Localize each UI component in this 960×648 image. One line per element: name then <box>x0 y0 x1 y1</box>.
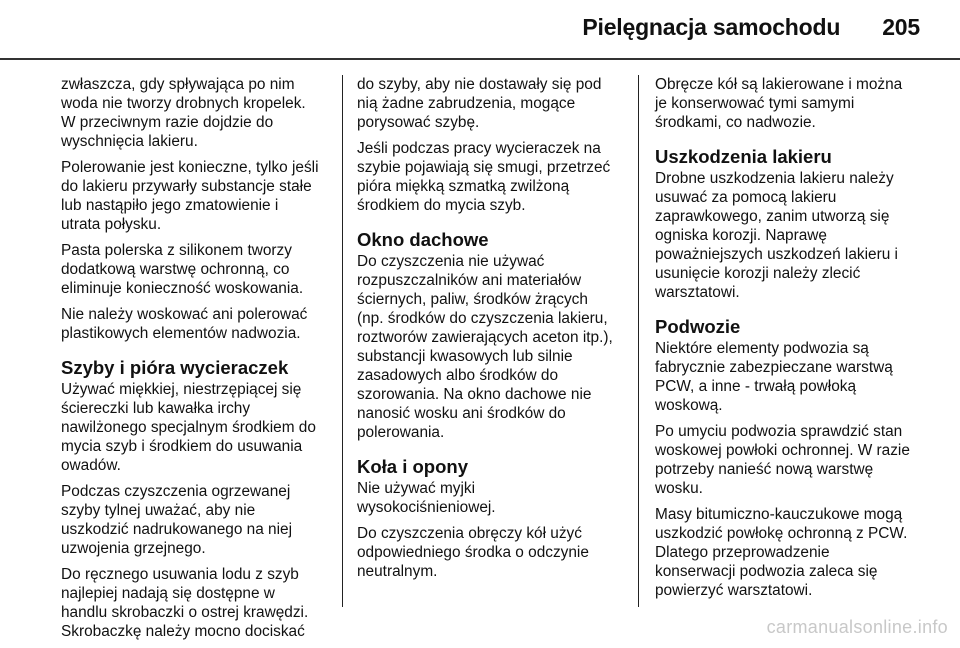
paragraph: Po umyciu podwozia sprawdzić stan woskowej powłoki ochronnej. W razie potrzeby nanieść nową warstwę wosku. <box>655 423 910 497</box>
paragraph: Masy bitumiczno-kauczukowe mogą uszkodzić powłokę ochronną z PCW. Dlatego przeprowadzenie konserwacji podwozia zaleca się powierzyć warsztatowi. <box>655 506 908 599</box>
header-divider <box>0 58 960 60</box>
paragraph: Do czyszczenia nie używać rozpuszczalników ani materiałów ściernych, paliw, środków żrących (np. środków do czyszczenia lakieru, roztworów zawierających aceton itp.), substancji kwasowych lub silnie zasadowych albo środków do szorowania. Na okno dachowe nie nanosić wosku ani środków do polerowania. <box>357 253 613 441</box>
section-heading-underbody: Podwozie <box>655 316 741 337</box>
column-divider-1 <box>342 75 343 607</box>
paragraph: Do ręcznego usuwania lodu z szyb najlepiej nadają się dostępne w handlu skrobaczki o ostrej krawędzi. Skrobaczkę należy mocno dociskać <box>61 566 309 640</box>
paragraph: Pasta polerska z silikonem tworzy dodatkową warstwę ochronną, co eliminuje konieczność woskowania. <box>61 242 304 297</box>
paragraph: Polerowanie jest konieczne, tylko jeśli do lakieru przywarły substancje stałe lub nastąpiło jego zmatowienie i utrata połysku. <box>61 159 319 233</box>
section-heading-windows-wipers: Szyby i pióra wycieraczek <box>61 357 289 378</box>
paragraph: Jeśli podczas pracy wycieraczek na szybie pojawiają się smugi, przetrzeć pióra miękką szmatką zwilżoną środkiem do mycia szyb. <box>357 140 611 214</box>
text-column-1 <box>61 75 339 648</box>
paragraph: Nie należy woskować ani polerować plastikowych elementów nadwozia. <box>61 306 308 342</box>
section-heading-paint-damage: Uszkodzenia lakieru <box>655 146 832 167</box>
page-number: 205 <box>882 14 920 40</box>
paragraph: do szyby, aby nie dostawały się pod nią żadne zabrudzenia, mogące porysować szybę. <box>357 76 602 131</box>
paragraph: Obręcze kół są lakierowane i można je konserwować tymi samymi środkami, co nadwozie. <box>655 76 903 131</box>
text-column-2 <box>357 75 637 588</box>
paragraph: Niektóre elementy podwozia są fabrycznie zabezpieczane warstwą PCW, a inne - trwałą powłoką woskową. <box>655 340 893 414</box>
page-header <box>582 14 920 41</box>
watermark: carmanualsonline.info <box>766 617 948 637</box>
paragraph: zwłaszcza, gdy spływająca po nim woda nie tworzy drobnych kropelek. W przeciwnym razie dojdzie do wyschnięcia lakieru. <box>61 76 306 150</box>
section-heading-sunroof: Okno dachowe <box>357 229 489 250</box>
column-divider-2 <box>638 75 639 607</box>
page-title: Pielęgnacja samochodu <box>582 14 841 40</box>
paragraph: Nie używać myjki wysokociśnieniowej. <box>357 480 496 516</box>
paragraph: Do czyszczenia obręczy kół użyć odpowiedniego środka o odczynie neutralnym. <box>357 525 589 580</box>
paragraph: Podczas czyszczenia ogrzewanej szyby tylnej uważać, aby nie uszkodzić nadrukowanego na niej uzwojenia grzejnego. <box>61 483 293 557</box>
paragraph: Drobne uszkodzenia lakieru należy usuwać za pomocą lakieru zaprawkowego, zanim utworzą się ogniska korozji. Naprawę poważniejszych uszkodzeń lakieru i usunięcie korozji należy zlecić warsztatowi. <box>655 170 898 301</box>
text-column-3 <box>655 75 935 607</box>
section-heading-wheels-tyres: Koła i opony <box>357 456 468 477</box>
paragraph: Używać miękkiej, niestrzępiącej się ściereczki lub kawałka irchy nawilżonego specjalnym środkiem do mycia szyb i środkiem do usuwania owadów. <box>61 381 316 474</box>
